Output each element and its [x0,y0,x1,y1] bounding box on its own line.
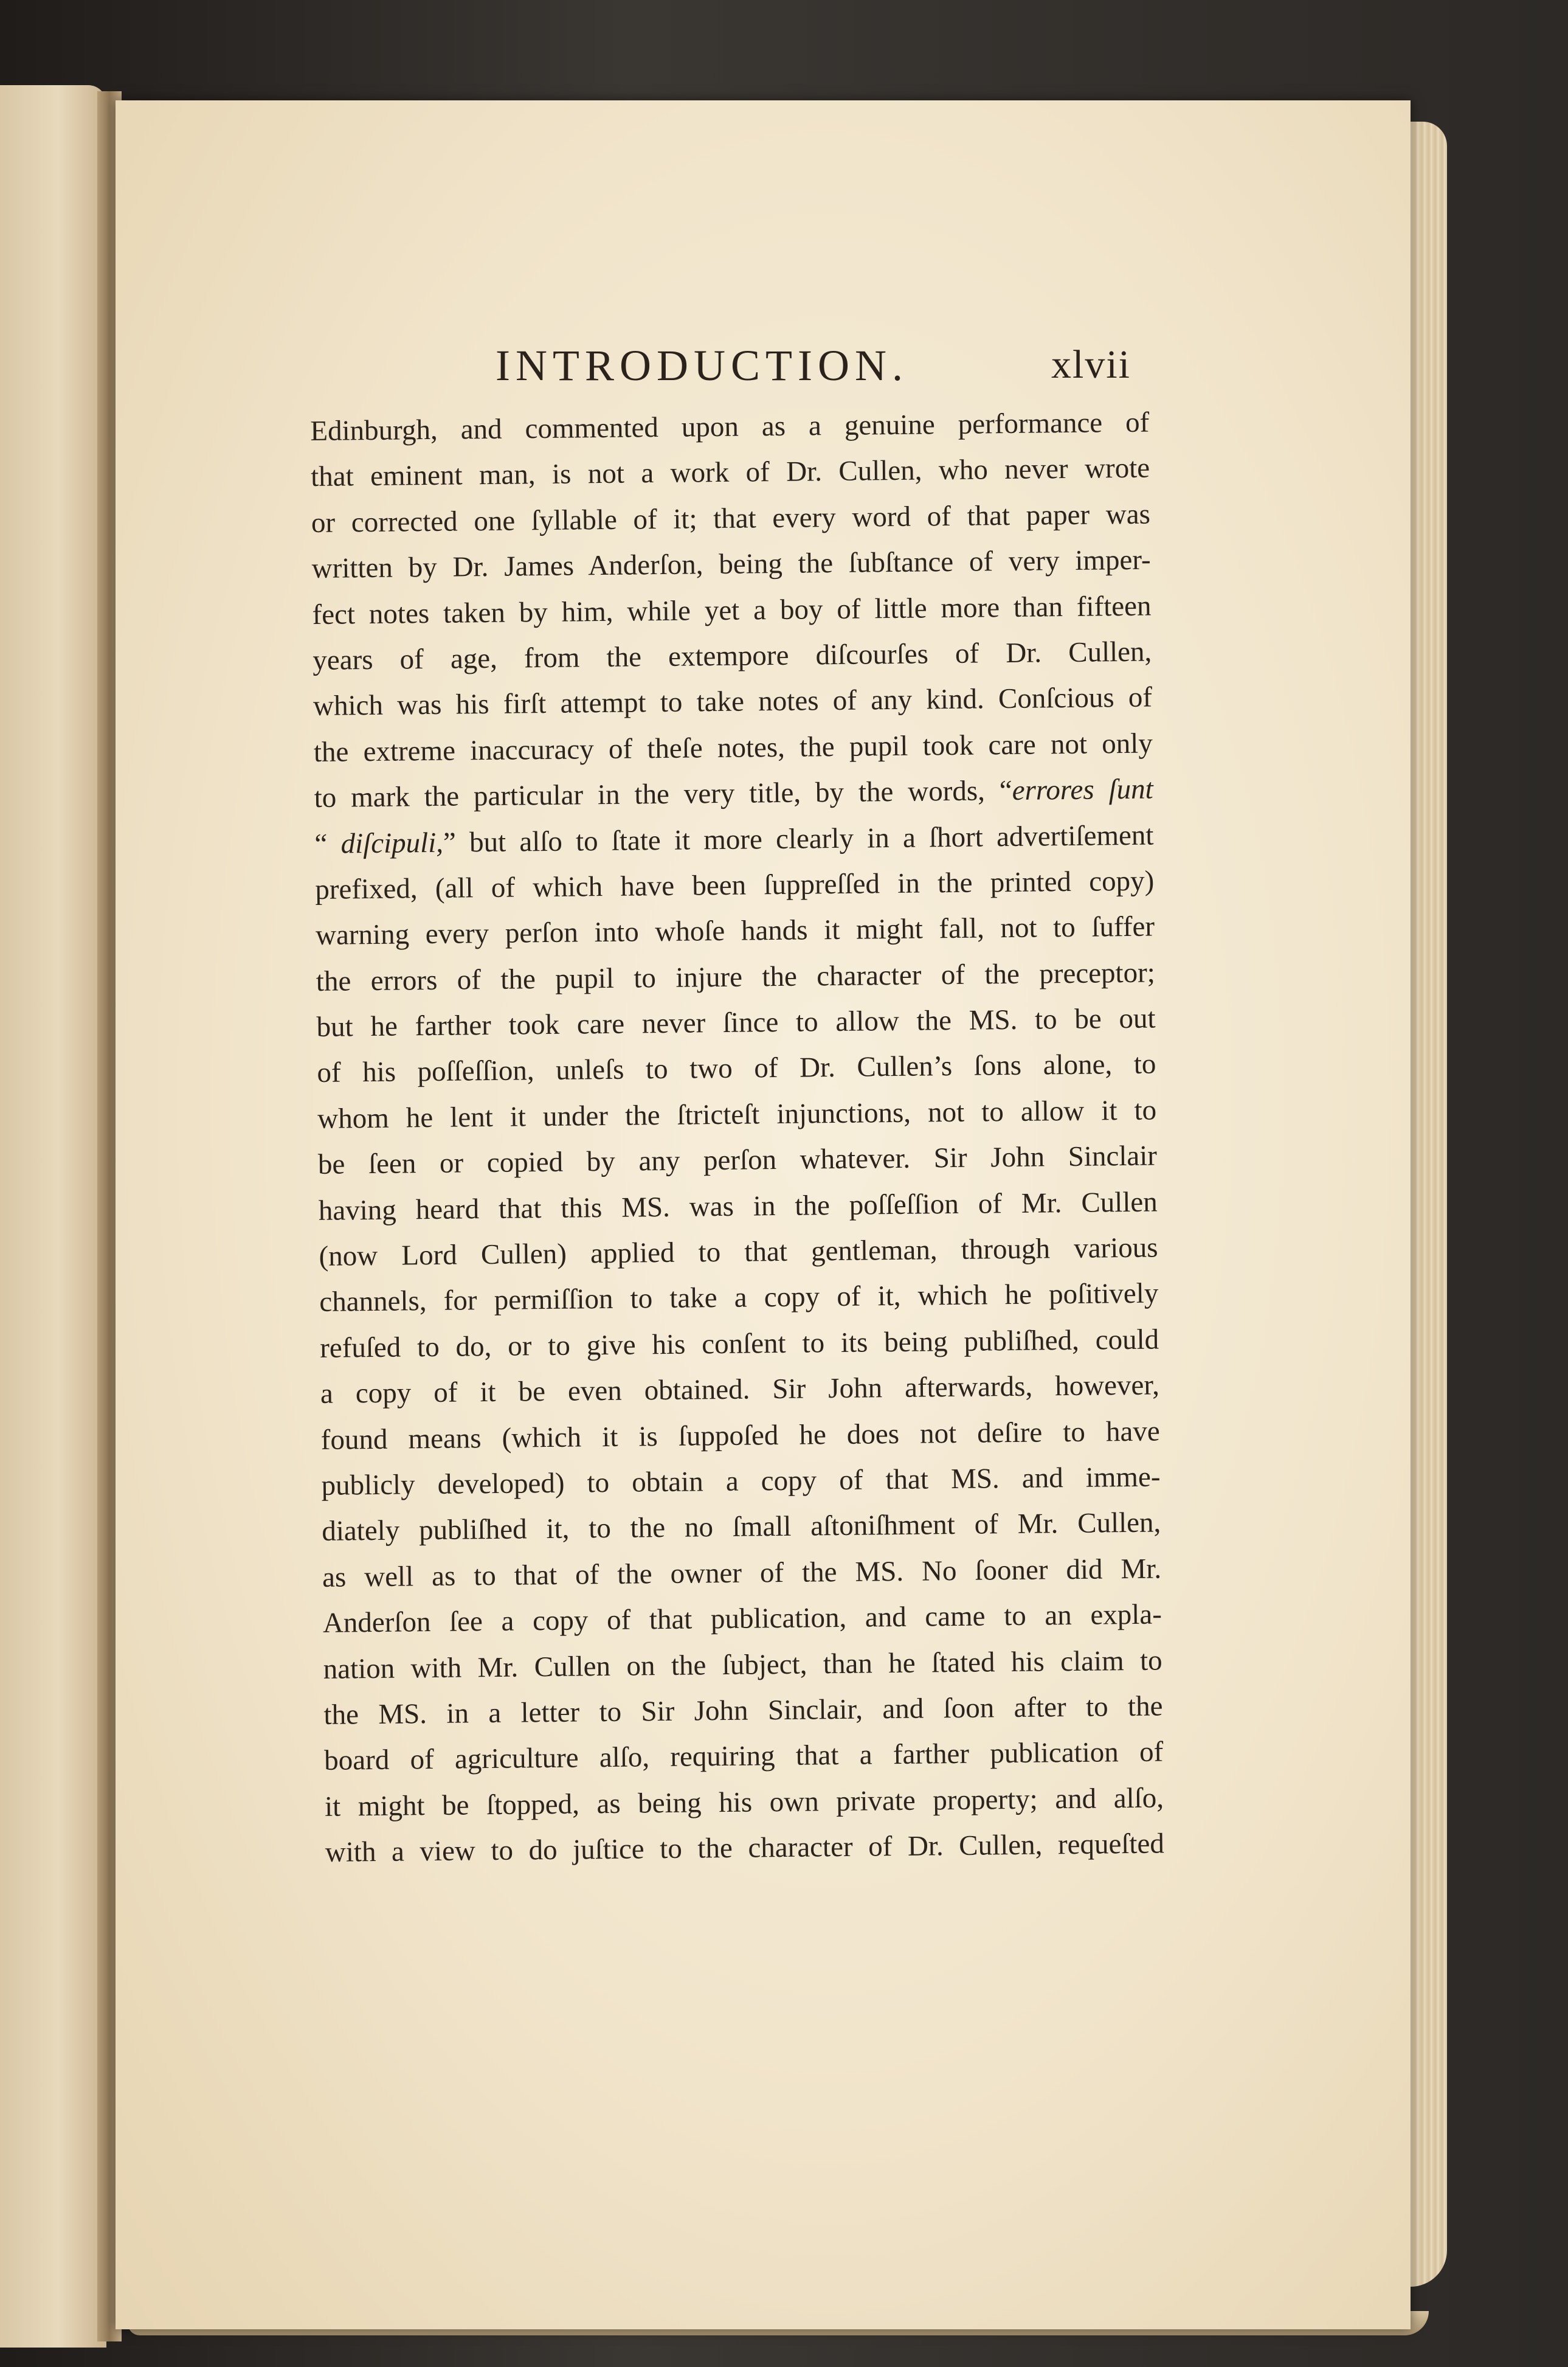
text-line: having heard that this MS. was in the poſſeſſion of Mr. Cullen [318,1186,1158,1227]
text-line: publicly developed) to obtain a copy of that MS. and imme- [321,1461,1161,1502]
text-line: written by Dr. James Anderſon, being the ſubſtance of very imper- [311,544,1151,585]
italic-phrase: errores ſunt [1012,773,1153,807]
text-line: warning every perſon into whoſe hands it might fall, not to ſuffer [315,910,1155,952]
text-line-with-quote [314,767,1153,822]
text-line: years of age, from the extempore diſcourſes of Dr. Cullen, [313,636,1152,676]
line-text: “ [314,828,341,860]
line-text: to mark the particular in the very title, by the words, “ [314,775,1012,814]
text-line: the extreme inaccuracy of theſe notes, the pupil took care not only [313,727,1153,768]
text-line: channels, for permiſſion to take a copy of it, which he poſitively [319,1277,1159,1319]
text-line: found means (which it is ſuppoſed he does not deſire to have [320,1415,1160,1456]
text-line: the errors of the pupil to injure the character of the preceptor; [316,957,1156,997]
text-line: that eminent man, is not a work of Dr. Cullen, who never wrote [310,452,1150,493]
text-line: or corrected one ſyllable of it; that every word of that paper was [311,498,1151,539]
text-line: whom he lent it under the ſtricteſt injunctions, not to allow it to [317,1094,1157,1135]
text-line: as well as to that of the owner of the MS. No ſooner did Mr. [322,1553,1162,1593]
text-line: diately publiſhed it, to the no ſmall aſtoniſhment of Mr. Cullen, [322,1506,1161,1548]
running-title: INTRODUCTION. [496,341,908,390]
facing-page [0,85,106,2348]
text-line: Anderſon ſee a copy of that publication, and came to an expla- [322,1598,1162,1640]
text-line: the MS. in a letter to Sir John Sinclair, and ſoon after to the [323,1690,1163,1731]
page-number: xlvii [1051,342,1131,387]
text-line: nation with Mr. Cullen on the ſubject, than he ſtated his claim to [323,1644,1162,1685]
text-line-with-quote [314,813,1154,867]
line-text-rest: ” but alſo to ſtate it more clearly in a ſhort advertiſement [443,819,1154,859]
text-line: fect notes taken by him, while yet a boy of little more than fifteen [312,590,1152,631]
body-text [310,400,1164,1876]
italic-phrase: diſcipuli, [340,827,444,860]
text-line: prefixed, (all of which have been ſuppreſſed in the printed copy) [315,865,1155,906]
text-line: be ſeen or copied by any perſon whatever. Sir John Sinclair [317,1140,1158,1181]
text-line: board of agriculture alſo, requiring that a farther publication of [324,1736,1164,1777]
text-line: with a view to do juſtice to the character of Dr. Cullen, requeſted [325,1828,1165,1868]
text-line: refuſed to do, or to give his conſent to its being publiſhed, could [319,1323,1159,1364]
text-line: but he farther took care never ſince to allow the MS. to be out [316,1002,1156,1044]
text-line: of his poſſeſſion, unleſs to two of Dr. Cullen’s ſons alone, to [317,1048,1156,1089]
text-line: Edinburgh, and commented upon as a genuine performance of [310,406,1150,447]
text-line: (now Lord Cullen) applied to that gentleman, through various [319,1232,1158,1272]
text-line: a copy of it be even obtained. Sir John afterwards, however, [320,1369,1160,1410]
text-line: which was his firſt attempt to take notes of any kind. Conſcious of [313,681,1153,723]
running-header [426,341,1131,395]
text-line: it might be ſtopped, as being his own private property; and alſo, [324,1782,1164,1823]
